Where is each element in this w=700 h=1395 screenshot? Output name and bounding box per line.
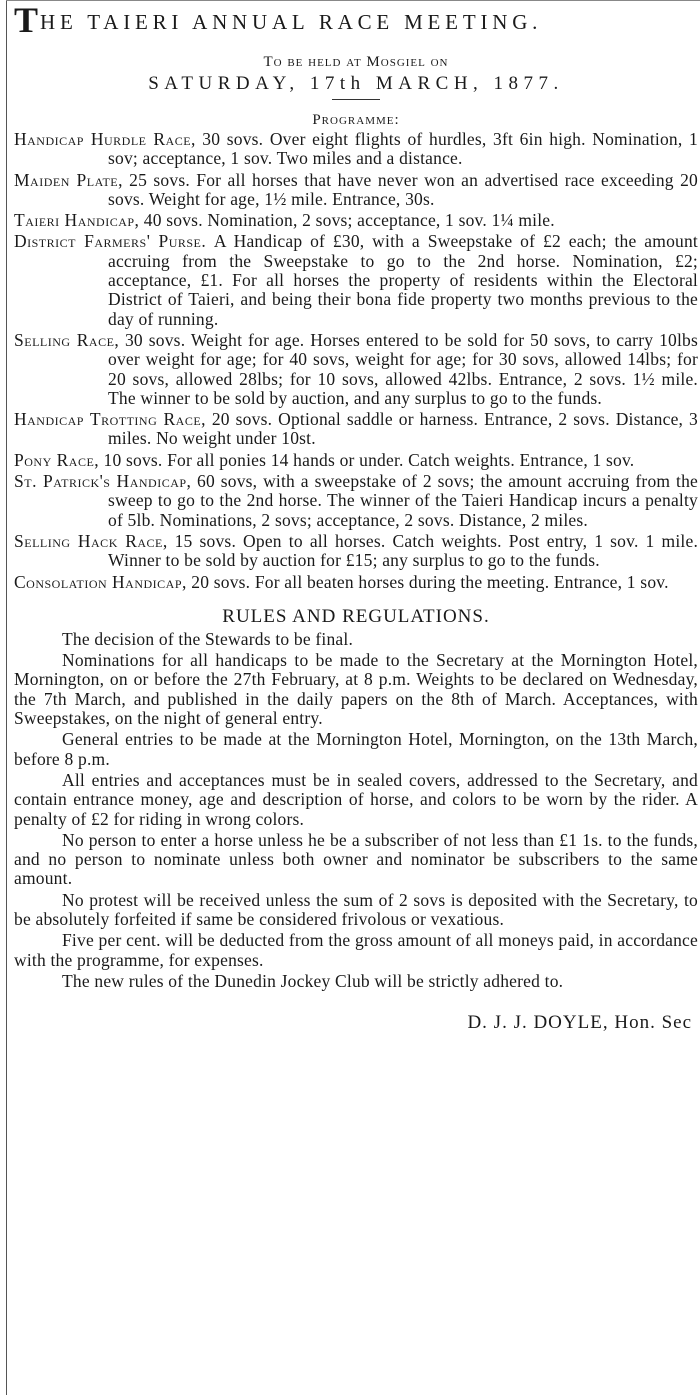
rules-list — [14, 630, 698, 991]
race-details: 20 sovs. Optional saddle or harness. Entrance, 2 sovs. Distance, 3 miles. No weight under 10st. — [108, 409, 699, 449]
race-item — [14, 573, 698, 592]
signatory-title: Hon. Sec — [614, 1012, 692, 1034]
race-name: Selling Hack Race, — [14, 530, 168, 551]
signature — [14, 1011, 698, 1035]
race-item — [14, 130, 698, 169]
subtitle: To be held at Mosgiel on — [263, 54, 449, 70]
race-name: Maiden Plate, — [14, 169, 123, 190]
race-name: Consolation Handicap, — [14, 571, 187, 592]
race-item — [14, 331, 698, 408]
title-text: HE TAIERI ANNUAL RACE MEETING. — [40, 10, 543, 34]
race-name: Taieri Handicap, — [14, 210, 140, 231]
signatory-name: D. J. J. DOYLE, — [467, 1012, 609, 1034]
race-item — [14, 232, 698, 328]
race-item — [14, 472, 698, 530]
race-details: 25 sovs. For all horses that have never won an advertised race exceeding 20 sovs. Weight for age, 1½ mile. Entrance, 30s. — [108, 169, 698, 209]
rules-heading: RULES AND REGULATIONS. — [222, 605, 490, 627]
page-title — [14, 0, 698, 42]
rule-paragraph: All entries and acceptances must be in sealed covers, addressed to the Secretary, and contain entrance money, age and description of horse, and colors to be worn by the rider. A penalty of £2 for riding in wrong colors. — [14, 769, 698, 829]
rule-paragraph: No person to enter a horse unless he be a subscriber of not less than £1 1s. to the funds, and no person to nominate unless both owner and nominator be subscribers to the same amount. — [14, 829, 698, 889]
race-details: 10 sovs. For all ponies 14 hands or under. Catch weights. Entrance, 1 sov. — [103, 449, 635, 470]
race-name: Selling Race, — [14, 329, 120, 350]
rule-paragraph: The decision of the Stewards to be final. — [62, 628, 354, 649]
race-details: 20 sovs. For all beaten horses during the meeting. Entrance, 1 sov. — [191, 571, 669, 592]
drop-cap: T — [14, 0, 39, 40]
programme-label: Programme: — [312, 112, 400, 128]
race-details: 15 sovs. Open to all horses. Catch weights. Post entry, 1 sov. 1 mile. Winner to be sold by auction for £15; any surplus to go to the funds. — [108, 530, 699, 571]
date-line: SATURDAY, 17th MARCH, 1877. — [148, 73, 564, 94]
rule-paragraph: The new rules of the Dunedin Jockey Club will be strictly adhered to. — [62, 970, 564, 991]
race-details: 30 sovs. Over eight flights of hurdles, 3ft 6in high. Nomination, 1 sov; acceptance, 1 sov. Two miles and a distance. — [108, 129, 698, 169]
race-item — [14, 451, 698, 470]
rule-paragraph: Five per cent. will be deducted from the gross amount of all moneys paid, in accordance with the programme, for expenses. — [14, 930, 698, 970]
rule-paragraph: No protest will be received unless the sum of 2 sovs is deposited with the Secretary, to be absolutely forfeited if same be considered frivolous or vexatious. — [14, 889, 698, 929]
race-name: Handicap Hurdle Race, — [14, 129, 196, 149]
race-name: District Farmers' Purse. — [14, 231, 207, 252]
race-details: 60 sovs, with a sweepstake of 2 sovs; the amount accruing from the sweep to go to the 2nd horse. The winner of the Taieri Handicap incurs a penalty of 5lb. Nominations, 2 sovs; acceptance, 2 sovs. Distance, 2 miles. — [108, 471, 699, 530]
divider — [332, 99, 380, 100]
race-details: 40 sovs. Nomination, 2 sovs; acceptance, 1 sov. 1¼ mile. — [143, 210, 555, 231]
advertisement — [14, 0, 698, 1035]
race-item — [14, 410, 698, 449]
race-item — [14, 211, 698, 230]
rule-paragraph: General entries to be made at the Mornington Hotel, Mornington, on the 13th March, before 8 p.m. — [14, 729, 698, 769]
race-name: Pony Race, — [14, 449, 100, 470]
race-item — [14, 171, 698, 210]
left-column-rule — [6, 0, 7, 1395]
race-details: 30 sovs. Weight for age. Horses entered to be sold for 50 sovs, to carry 10lbs over weight for age; for 40 sovs, weight for age; for 30 sovs, allowed 14lbs; for 20 sovs, allowed 28lbs; for 10 sovs, allowed 42lbs. Entrance, 2 sovs. 1½ mile. The winner to be sold by auction, and any surplus to go to the funds. — [108, 329, 698, 408]
race-list — [14, 130, 698, 592]
race-name: St. Patrick's Handicap, — [14, 471, 192, 492]
race-item — [14, 532, 698, 571]
race-details: A Handicap of £30, with a Sweepstake of £2 each; the amount accruing from the Sweepstake to go to the 2nd horse. Nomination, £2; acceptance, £1. For all horses the property of residents within the Electoral District of Taieri, and being their bona fide property two months previous to the day of running. — [108, 231, 698, 329]
rule-paragraph: Nominations for all handicaps to be made to the Secretary at the Mornington Hotel, Mornington, on or before the 27th February, at 8 p.m. Weights to be declared on Wednesday, the 7th March, and published in the daily papers on the 8th of March. Acceptances, with Sweepstakes, on the night of general entry. — [14, 650, 698, 729]
race-name: Handicap Trotting Race, — [14, 409, 207, 430]
